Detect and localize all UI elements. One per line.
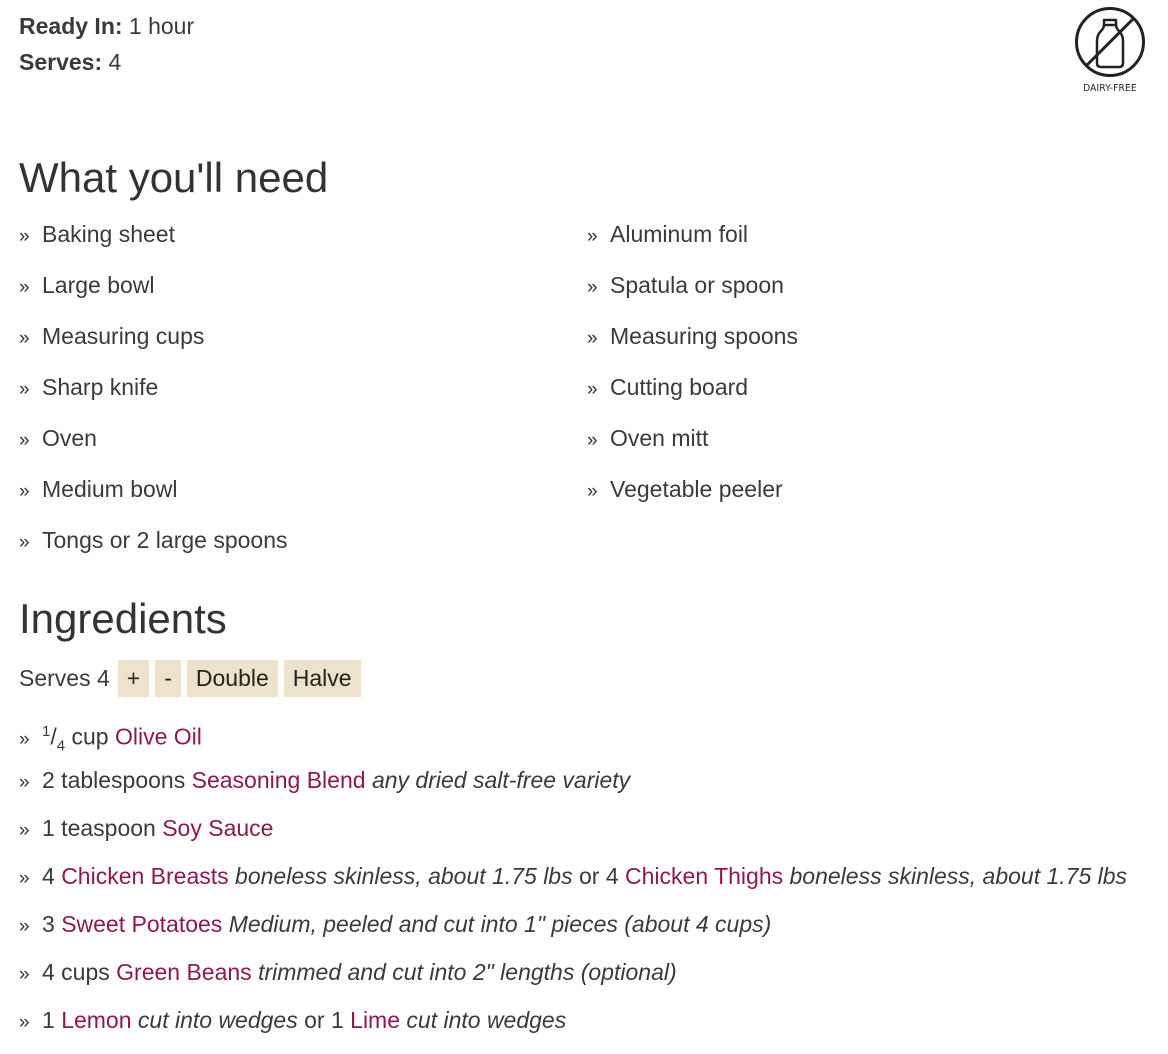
ingredient-link[interactable]: Olive Oil	[114, 723, 202, 750]
list-item: » Oven	[19, 425, 97, 451]
badge-label: DAIRY-FREE	[1083, 83, 1137, 94]
list-item: » Tongs or 2 large spoons	[19, 527, 288, 553]
list-item: » 4 cups Green Beans trimmed and cut into 2" lengths (optional)	[19, 959, 677, 985]
ingredient-link[interactable]: Seasoning Blend	[191, 767, 366, 793]
no-milk-icon	[1074, 6, 1146, 78]
ingredient-link[interactable]: Chicken Breasts	[61, 863, 229, 889]
list-item: » Sharp knife	[19, 374, 159, 400]
list-item: » Baking sheet	[19, 221, 175, 247]
ingredient-link[interactable]: Lime	[350, 1007, 401, 1033]
list-item: » 1 teaspoon Soy Sauce	[19, 815, 274, 841]
ingredient-link[interactable]: Green Beans	[116, 959, 252, 985]
ingredient-link[interactable]: Chicken Thighs	[625, 863, 784, 889]
list-item: » Large bowl	[19, 272, 155, 298]
list-item: » 2 tablespoons Seasoning Blend any dried salt-free variety	[19, 767, 631, 793]
ingredient-link[interactable]: Soy Sauce	[162, 815, 274, 841]
recipe-meta	[19, 8, 194, 80]
serves-adjuster	[19, 660, 367, 697]
decrease-serves-button[interactable]: -	[155, 660, 181, 697]
list-item: » 3 Sweet Potatoes Medium, peeled and cut into 1" pieces (about 4 cups)	[19, 911, 772, 937]
dairy-free-badge	[1074, 6, 1146, 94]
list-item: » Measuring cups	[19, 323, 205, 349]
ready-in: Ready In: 1 hour	[19, 13, 195, 39]
double-button[interactable]: Double	[187, 660, 278, 697]
increase-serves-button[interactable]: +	[118, 660, 149, 697]
ingredient-link[interactable]: Sweet Potatoes	[61, 911, 223, 937]
list-item: » Vegetable peeler	[587, 476, 783, 502]
list-item: » Measuring spoons	[587, 323, 798, 349]
ingredient-link[interactable]: Lemon	[61, 1007, 132, 1033]
ingredients-list	[19, 714, 1127, 1050]
serves-count: Serves 4	[19, 665, 110, 691]
list-item: » $^1/_4$ cup Olive Oil	[19, 723, 202, 755]
list-item: » Medium bowl	[19, 476, 178, 502]
list-item: » 4 Chicken Breasts boneless skinless, about 1.75 lbs or 4 Chicken Thighs boneless skinless, about 1.75 lbs	[19, 863, 1128, 889]
ingredients-title: Ingredients	[19, 595, 227, 642]
list-item: » Cutting board	[587, 374, 749, 400]
tools-title: What you'll need	[19, 154, 329, 201]
halve-button[interactable]: Halve	[284, 660, 361, 697]
list-item: » 1 Lemon cut into wedges or 1 Lime cut into wedges	[19, 1007, 567, 1033]
serves: Serves: 4	[19, 49, 122, 75]
list-item: » Oven mitt	[587, 425, 709, 451]
list-item: » Aluminum foil	[587, 221, 749, 247]
list-item: » Spatula or spoon	[587, 272, 784, 298]
